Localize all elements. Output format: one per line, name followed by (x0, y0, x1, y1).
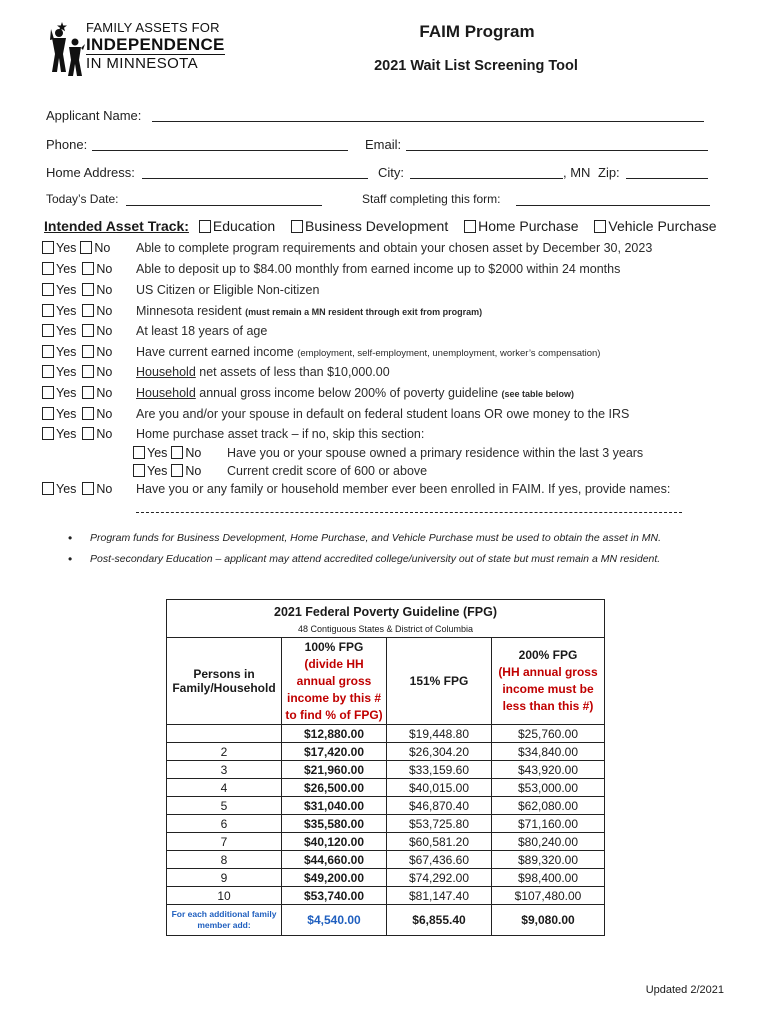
no-checkbox[interactable] (80, 241, 92, 254)
no-checkbox[interactable] (82, 427, 94, 440)
question-row (42, 427, 425, 441)
yes-checkbox[interactable] (42, 283, 54, 296)
yes-checkbox[interactable] (133, 464, 145, 477)
no-label: No (96, 386, 113, 400)
household-underlined: Household (136, 365, 196, 379)
staff-field[interactable] (516, 205, 710, 206)
table-row: 9 $49,200.00 $74,292.00 $98,400.00 (167, 869, 605, 887)
col-header-200fpg: 200% FPG (HH annual gross income must be less than this #) (492, 638, 605, 725)
no-checkbox[interactable] (171, 464, 183, 477)
asset-track-label: Intended Asset Track: (44, 218, 189, 234)
table-row: 8 $44,660.00 $67,436.60 $89,320.00 (167, 851, 605, 869)
education-option: Education (212, 218, 276, 234)
logo-line-3: IN MINNESOTA (86, 55, 199, 72)
no-checkbox[interactable] (171, 446, 183, 459)
business-development-option: Business Development (305, 218, 449, 234)
home-purchase-option: Home Purchase (478, 218, 579, 234)
question-text: net assets of less than $10,000.00 (195, 365, 390, 379)
no-label: No (96, 365, 113, 379)
table-row: 6 $35,580.00 $53,725.80 $71,160.00 (167, 815, 605, 833)
city-field[interactable] (410, 178, 563, 179)
question-text: annual gross income below 200% of poverty guideline (195, 386, 499, 400)
question-text: Have current earned income (136, 345, 294, 359)
question-text: Minnesota resident (136, 304, 242, 318)
todays-date-label: Today’s Date: (46, 192, 119, 206)
yes-label: Yes (56, 365, 77, 379)
updated-date: Updated 2/2021 (645, 984, 724, 996)
question-row (42, 386, 575, 400)
no-label: No (185, 464, 202, 478)
question-text: Able to deposit up to $84.00 monthly from earned income up to $2000 within 24 months (136, 262, 621, 276)
question-note: (employment, self-employment, unemployment, worker’s compensation) (297, 348, 601, 359)
no-label: No (185, 446, 202, 460)
question-text: Have you or your spouse owned a primary residence within the last 3 years (227, 446, 644, 460)
faim-logo (48, 20, 225, 82)
yes-checkbox[interactable] (42, 241, 54, 254)
todays-date-field[interactable] (126, 205, 322, 206)
question-row (42, 482, 671, 496)
yes-checkbox[interactable] (42, 365, 54, 378)
question-note: (must remain a MN resident through exit from program) (245, 307, 483, 317)
sub-question-row (133, 446, 644, 460)
no-checkbox[interactable] (82, 365, 94, 378)
question-row (42, 262, 621, 276)
phone-label: Phone: (46, 137, 88, 152)
vehicle-purchase-option: Vehicle Purchase (608, 218, 717, 234)
yes-checkbox[interactable] (42, 482, 54, 495)
yes-checkbox[interactable] (42, 304, 54, 317)
asset-track-row (44, 218, 717, 234)
no-label: No (96, 427, 113, 441)
yes-label: Yes (56, 482, 77, 496)
state-label: , MN (563, 165, 591, 180)
fpg-table (166, 599, 605, 936)
family-figures-icon (48, 20, 88, 82)
sub-question-row (133, 464, 428, 478)
yes-label: Yes (147, 446, 168, 460)
no-checkbox[interactable] (82, 304, 94, 317)
page-subtitle: 2021 Wait List Screening Tool (374, 58, 578, 74)
logo-line-1: FAMILY ASSETS FOR (86, 20, 220, 35)
yes-checkbox[interactable] (42, 407, 54, 420)
question-text: At least 18 years of age (136, 324, 268, 338)
table-row: 5 $31,040.00 $46,870.40 $62,080.00 (167, 797, 605, 815)
zip-label: Zip: (598, 165, 620, 180)
yes-label: Yes (56, 427, 77, 441)
question-text: Home purchase asset track – if no, skip this section: (136, 427, 425, 441)
vehicle-purchase-checkbox[interactable] (594, 220, 606, 233)
table-row: 4 $26,500.00 $40,015.00 $53,000.00 (167, 779, 605, 797)
question-row (42, 407, 630, 421)
no-checkbox[interactable] (82, 324, 94, 337)
applicant-name-label: Applicant Name: (46, 108, 142, 123)
home-purchase-checkbox[interactable] (464, 220, 476, 233)
table-row-additional: For each additional family member add: $4,540.00 $6,855.40 $9,080.00 (167, 905, 605, 936)
question-text: US Citizen or Eligible Non-citizen (136, 283, 320, 297)
table-row: 7 $40,120.00 $60,581.20 $80,240.00 (167, 833, 605, 851)
staff-label: Staff completing this form: (362, 192, 501, 206)
city-label: City: (378, 165, 404, 180)
no-label: No (96, 283, 113, 297)
no-checkbox[interactable] (82, 345, 94, 358)
yes-label: Yes (56, 283, 77, 297)
question-row (42, 283, 320, 297)
table-row: 3 $21,960.00 $33,159.60 $43,920.00 (167, 761, 605, 779)
question-text: Are you and/or your spouse in default on federal student loans OR owe money to the IRS (136, 407, 630, 421)
question-row (42, 241, 653, 255)
col-header-151fpg: 151% FPG (387, 638, 492, 725)
note-item: • Program funds for Business Development, Home Purchase, and Vehicle Purchase must be used to obtain the asset in MN. (68, 532, 661, 544)
no-label: No (96, 324, 113, 338)
faim-names-field[interactable] (136, 512, 682, 513)
yes-label: Yes (56, 304, 77, 318)
table-row: $12,880.00 $19,448.80 $25,760.00 (167, 725, 605, 743)
col-header-persons: Persons in Family/Household (167, 638, 282, 725)
email-field[interactable] (406, 150, 708, 151)
question-row (42, 304, 483, 318)
no-checkbox[interactable] (82, 386, 94, 399)
question-text: Current credit score of 600 or above (227, 464, 428, 478)
home-address-label: Home Address: (46, 165, 135, 180)
question-row (42, 345, 601, 359)
yes-label: Yes (56, 324, 77, 338)
question-note: (see table below) (501, 389, 575, 399)
home-address-field[interactable] (142, 178, 368, 179)
yes-checkbox[interactable] (42, 324, 54, 337)
yes-label: Yes (56, 262, 77, 276)
table-row: 10 $53,740.00 $81,147.40 $107,480.00 (167, 887, 605, 905)
yes-checkbox[interactable] (42, 427, 54, 440)
zip-field[interactable] (626, 178, 708, 179)
applicant-name-field[interactable] (152, 121, 704, 122)
yes-checkbox[interactable] (42, 345, 54, 358)
question-row (42, 324, 268, 338)
notes-list (68, 532, 661, 574)
table-row: 2 $17,420.00 $26,304.20 $34,840.00 (167, 743, 605, 761)
household-underlined: Household (136, 386, 196, 400)
yes-label: Yes (56, 241, 77, 255)
no-label: No (96, 304, 113, 318)
no-checkbox[interactable] (82, 482, 94, 495)
no-checkbox[interactable] (82, 283, 94, 296)
no-checkbox[interactable] (82, 407, 94, 420)
additional-member-label: For each additional family member add: (167, 905, 282, 936)
page-title: FAIM Program (419, 22, 535, 41)
yes-label: Yes (56, 386, 77, 400)
fpg-table-title: 2021 Federal Poverty Guideline (FPG) (167, 600, 605, 621)
fpg-table-subtitle: 48 Contiguous States & District of Columbia (167, 620, 605, 638)
yes-label: Yes (56, 407, 77, 421)
col-header-100fpg: 100% FPG (divide HH annual gross income by this # to find % of FPG) (282, 638, 387, 725)
no-label: No (96, 262, 113, 276)
no-label: No (96, 482, 113, 496)
education-checkbox[interactable] (199, 220, 211, 233)
question-row (42, 365, 390, 379)
question-text: Have you or any family or household member ever been enrolled in FAIM. If yes, provide names: (136, 482, 671, 496)
phone-field[interactable] (92, 150, 348, 151)
question-text: Able to complete program requirements and obtain your chosen asset by December 30, 2023 (136, 241, 653, 255)
no-label: No (94, 241, 111, 255)
yes-checkbox[interactable] (133, 446, 145, 459)
yes-label: Yes (147, 464, 168, 478)
yes-label: Yes (56, 345, 77, 359)
yes-checkbox[interactable] (42, 262, 54, 275)
logo-line-2: INDEPENDENCE (86, 35, 225, 54)
business-development-checkbox[interactable] (291, 220, 303, 233)
no-label: No (96, 345, 113, 359)
yes-checkbox[interactable] (42, 386, 54, 399)
email-label: Email: (365, 137, 402, 152)
no-label: No (96, 407, 113, 421)
no-checkbox[interactable] (82, 262, 94, 275)
note-item: • Post-secondary Education – applicant may attend accredited college/university out of state but must remain a MN resident. (68, 553, 661, 565)
